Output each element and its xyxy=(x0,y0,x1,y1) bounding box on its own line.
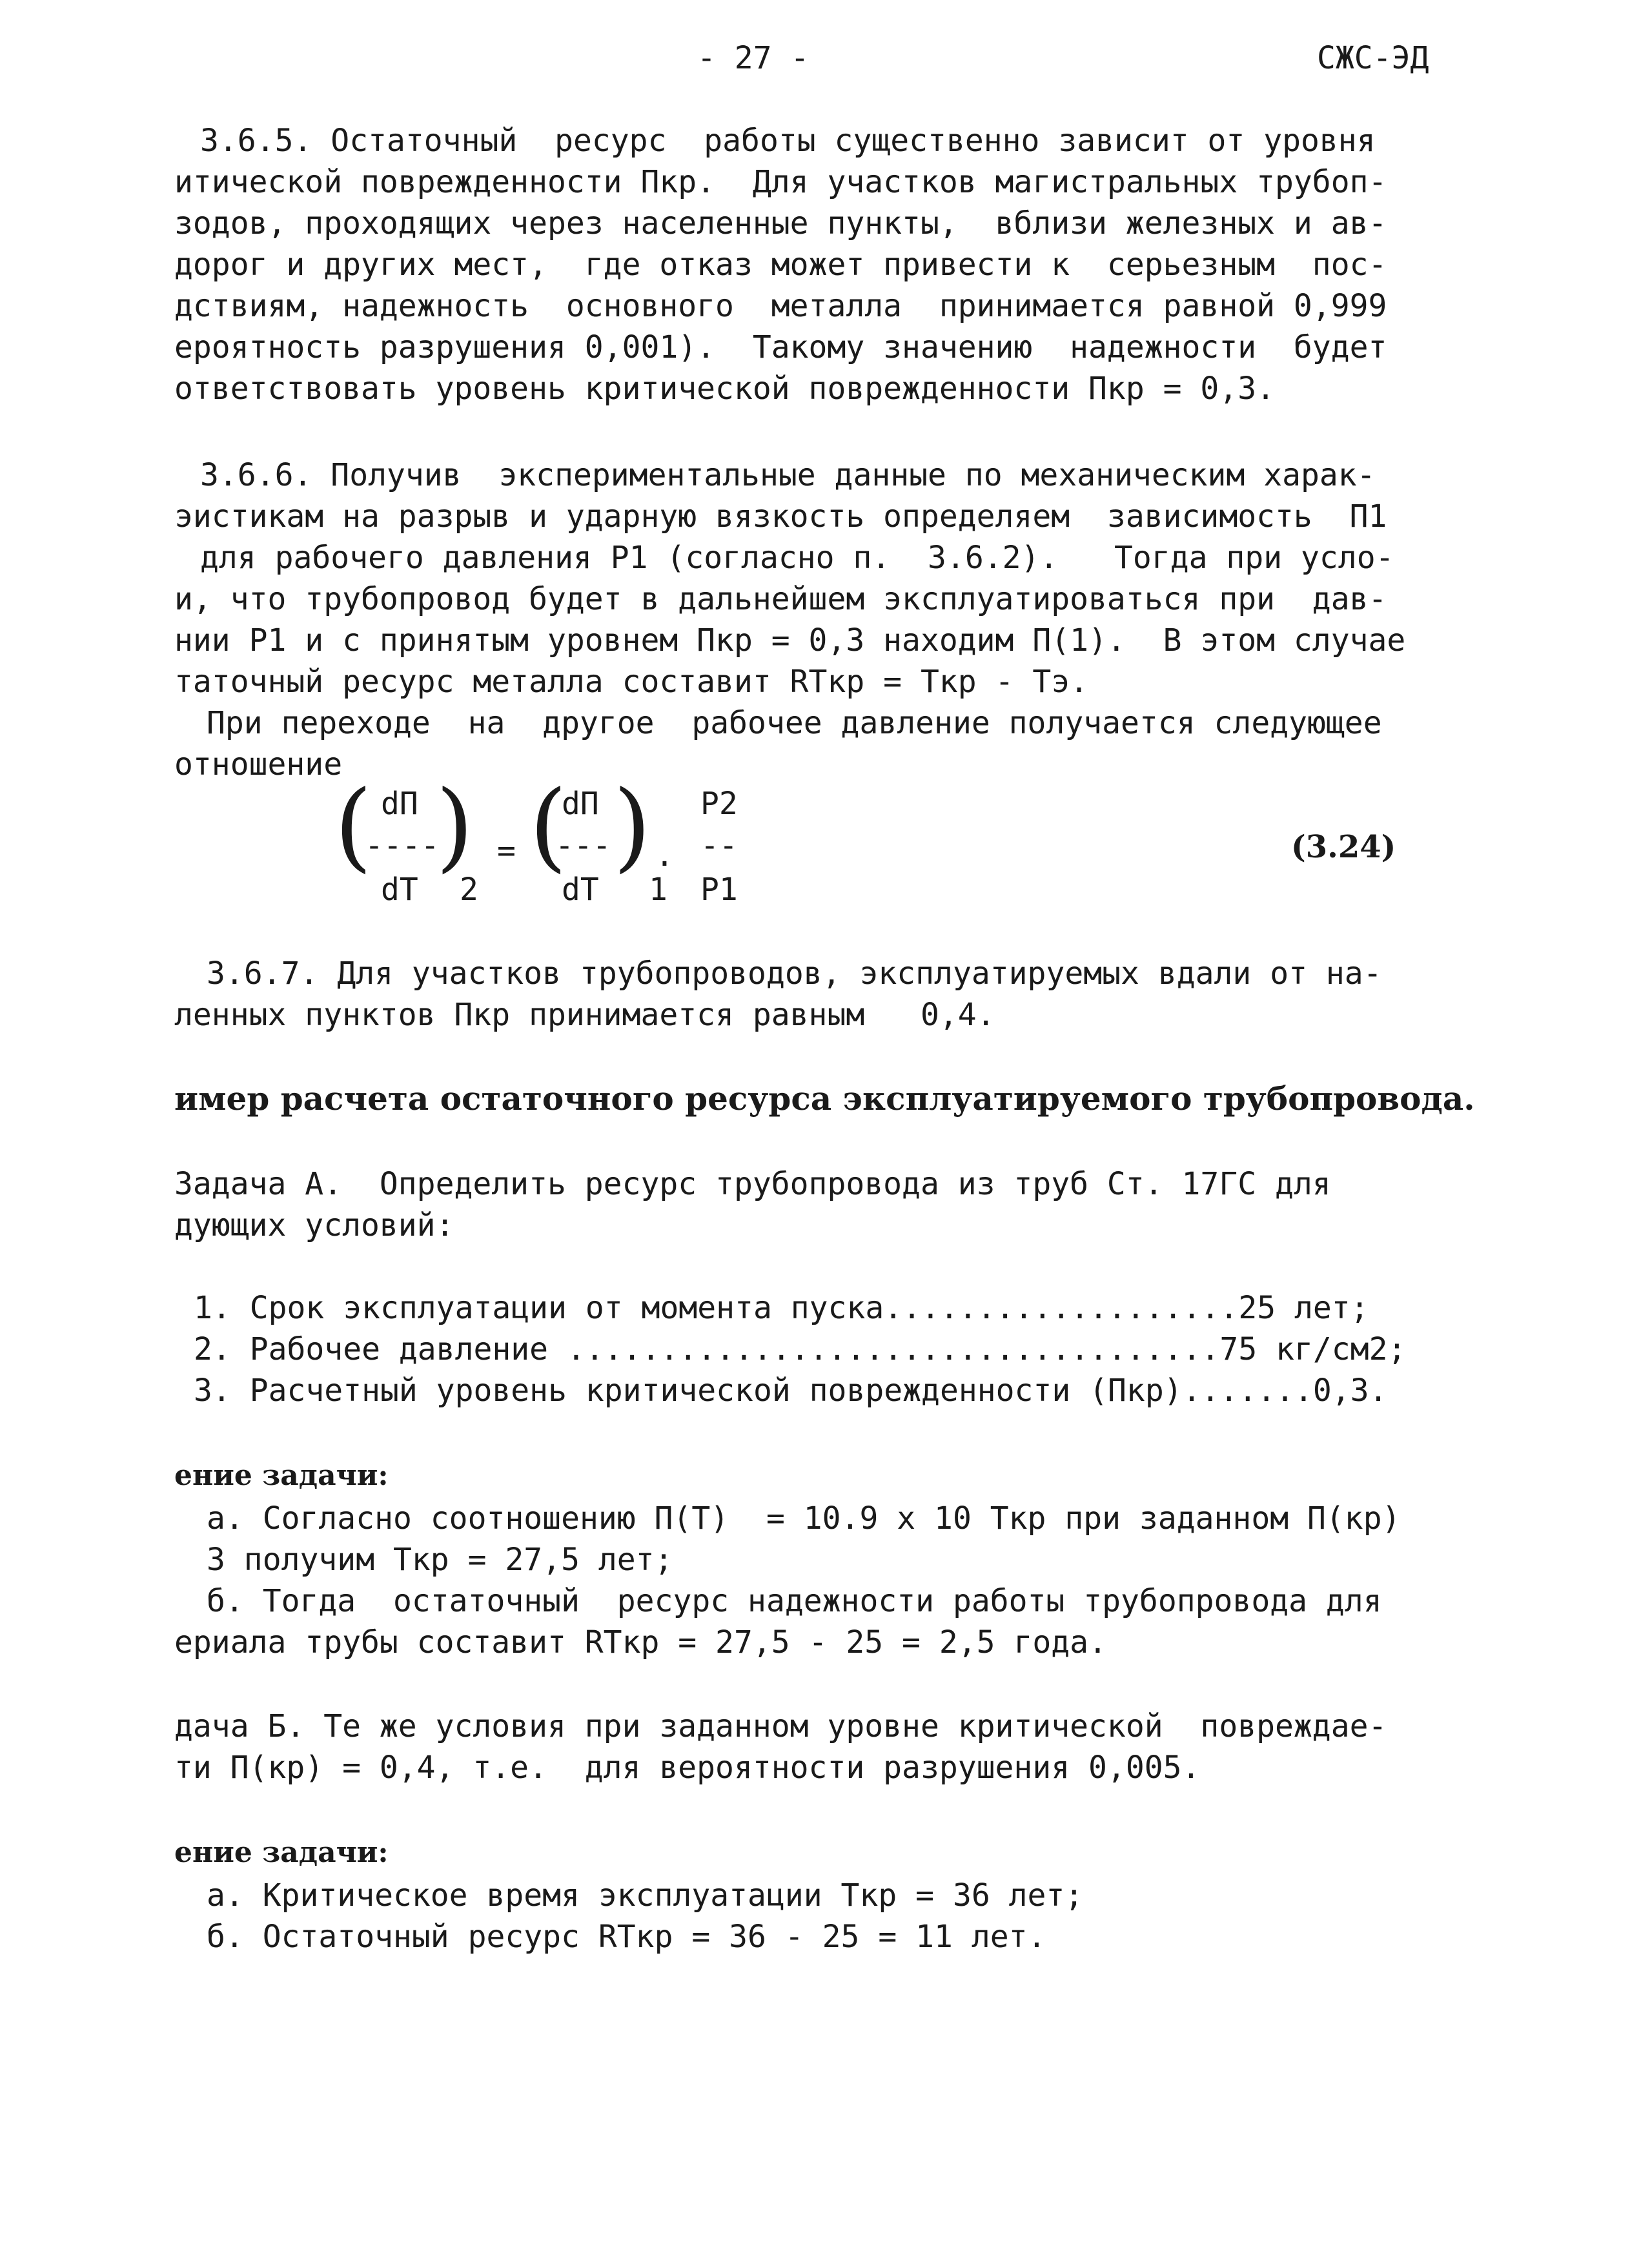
text-line: эистикам на разрыв и ударную вязкость определяем зависимость П1 xyxy=(174,498,1387,535)
right-paren: ) xyxy=(613,770,651,883)
text-line: ленных пунктов Пкр принимается равным 0,4. xyxy=(174,997,995,1033)
formula-numerator: dП xyxy=(562,786,599,822)
formula-numerator: dП xyxy=(381,786,418,822)
formula-p2: P2 xyxy=(700,786,738,822)
formula-dot: . xyxy=(655,837,674,873)
text-line: таточный ресурс металла составит RТкр = Ткр - Тэ. xyxy=(174,664,1089,700)
text-line: дующих условий: xyxy=(174,1207,454,1243)
text-line: ответствовать уровень критической поврежденности Пкр = 0,3. xyxy=(174,371,1276,407)
formula-fraction-bar: ---- xyxy=(365,828,440,864)
text-line: дствиям, надежность основного металла принимается равной 0,999 xyxy=(174,288,1387,324)
left-paren: ( xyxy=(334,770,372,883)
list-item: 2. Рабочее давление ...................................75 кг/см2; xyxy=(194,1331,1407,1367)
text-line: отношение xyxy=(174,746,343,782)
text-line: ероятность разрушения 0,001). Такому значению надежности будет xyxy=(174,329,1387,365)
text-line: б. Тогда остаточный ресурс надежности работы трубопровода для xyxy=(207,1583,1382,1619)
text-line: нии Р1 и с принятым уровнем Пкр = 0,3 находим П(1). В этом случае xyxy=(174,622,1406,659)
text-line: дача Б. Те же условия при заданном уровне критической повреждае- xyxy=(174,1708,1387,1744)
text-line: 3 получим Ткр = 27,5 лет; xyxy=(207,1542,673,1578)
text-line: дорог и других мест, где отказ может привести к серьезным пос- xyxy=(174,247,1387,283)
list-item: 3. Расчетный уровень критической поврежденности (Пкр).......0,3. xyxy=(194,1373,1388,1409)
text-line: а. Согласно соотношению П(Т) = 10.9 х 10 Ткр при заданном П(кр) xyxy=(207,1500,1401,1537)
formula-equals: = xyxy=(497,833,516,869)
solution-a-heading: ение задачи: xyxy=(174,1459,389,1492)
left-paren: ( xyxy=(529,770,567,883)
example-heading: имер расчета остаточного ресурса эксплуатируемого трубопровода. xyxy=(174,1079,1475,1118)
page-number: - 27 - xyxy=(697,40,810,76)
formula-subscript: 1 xyxy=(649,872,667,908)
text-line: 3.6.7. Для участков трубопроводов, эксплуатируемых вдали от на- xyxy=(207,955,1382,992)
formula-fraction-bar: --- xyxy=(555,828,611,864)
text-line: зодов, проходящих через населенные пункты, вблизи железных и ав- xyxy=(174,205,1387,241)
solution-b-heading: ение задачи: xyxy=(174,1836,389,1869)
right-paren: ) xyxy=(436,770,474,883)
text-line: ериала трубы составит RТкр = 27,5 - 25 = 2,5 года. xyxy=(174,1624,1107,1660)
text-line: итической поврежденности Пкр. Для участков магистральных трубоп- xyxy=(174,164,1387,200)
formula-number: (3.24) xyxy=(1291,829,1396,865)
text-line: 3.6.6. Получив экспериментальные данные по механическим харак- xyxy=(200,457,1376,493)
text-line: При переходе на другое рабочее давление получается следующее xyxy=(207,705,1382,741)
text-line: б. Остаточный ресурс RТкр = 36 - 25 = 11 лет. xyxy=(207,1919,1046,1955)
formula-p1: P1 xyxy=(700,872,738,908)
formula-denominator: dТ xyxy=(381,872,418,908)
formula-subscript: 2 xyxy=(460,872,478,908)
text-line: 3.6.5. Остаточный ресурс работы существенно зависит от уровня xyxy=(200,123,1376,159)
text-line: Задача А. Определить ресурс трубопровода из труб Ст. 17ГС для xyxy=(174,1166,1331,1202)
text-line: а. Критическое время эксплуатации Ткр = 36 лет; xyxy=(207,1877,1084,1914)
formula-denominator: dТ xyxy=(562,872,599,908)
text-line: и, что трубопровод будет в дальнейшем эксплуатироваться при дав- xyxy=(174,581,1387,617)
document-code: СЖС-ЭД xyxy=(1317,40,1429,76)
list-item: 1. Срок эксплуатации от момента пуска...................25 лет; xyxy=(194,1290,1369,1326)
text-line: для рабочего давления Р1 (согласно п. 3.6.2). Тогда при усло- xyxy=(200,540,1394,576)
formula-fraction-bar: -- xyxy=(700,828,738,864)
text-line: ти П(кр) = 0,4, т.е. для вероятности разрушения 0,005. xyxy=(174,1750,1201,1786)
